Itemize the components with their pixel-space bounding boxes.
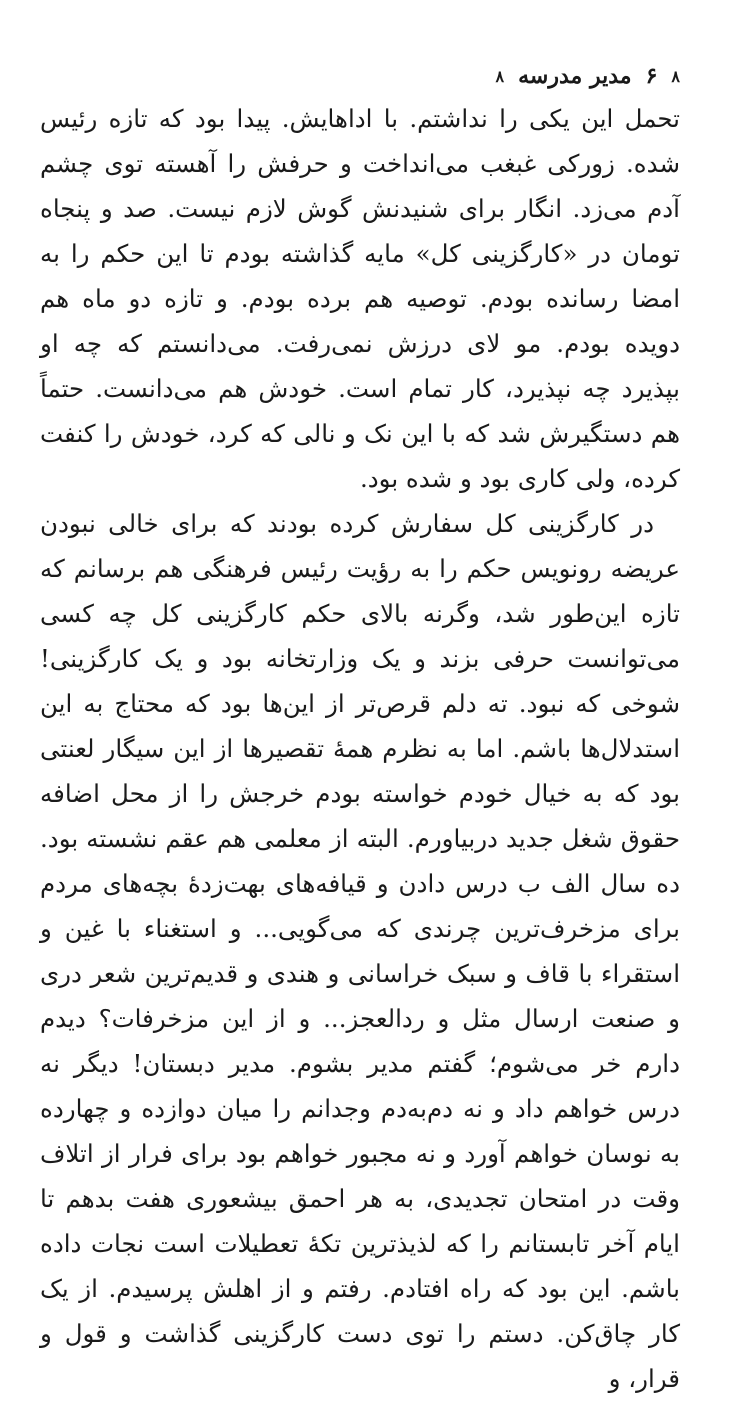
book-title: مدیر مدرسه: [518, 63, 632, 89]
running-header: [62, 60, 680, 92]
paragraph-1: تحمل این یکی را نداشتم. با اداهایش. پیدا بود که تازه رئیس شده. زورکی غبغب می‌انداخت و حرفش را آهسته توی چشم آدم می‌زد. انگار برای شنیدنش گوش لازم نیست. صد و پنجاه تومان در «کارگزینی کل» مایه گذاشته بودم تا این حکم را به امضا رسانده بودم. توصیه هم برده بودم. و تازه دو ماه هم دویده بودم. مو لای درزش نمی‌رفت. می‌دانستم که چه او بپذیرد چه نپذیرد، کار تمام است. خودش هم می‌دانست. حتماً هم دستگیرش شد که با این نک و نالی که کرد، خودش را کنفت کرده، ولی کاری بود و شده بود.: [40, 104, 680, 493]
header-ornament-right: ۸: [671, 66, 680, 86]
body-text: [40, 96, 680, 1401]
page-number: ۶: [645, 63, 658, 89]
header-ornament-left: ۸: [495, 66, 505, 86]
paragraph-2: در کارگزینی کل سفارش کرده بودند که برای خالی نبودن عریضه رونویس حکم را به رؤیت رئیس فرهنگی هم برسانم که تازه این‌طور شد، وگرنه بالای حکم کارگزینی کل چه کسی می‌توانست حرفی بزند و یک وزارتخانه بود و یک کارگزینی! شوخی که نبود. ته دلم قرص‌تر از این‌ها بود که محتاج به این استدلال‌ها باشم. اما به نظرم همهٔ تقصیرها از این سیگار لعنتی بود که به خیال خودم خواسته بودم خرجش را از محل اضافه حقوق شغل جدید دربیاورم. البته از معلمی هم عقم نشسته بود. ده سال الف ب درس دادن و قیافه‌های بهت‌زدهٔ بچه‌های مردم برای مزخرف‌ترین چرندی که می‌گویی... و استغناء با غین و استقراء با قاف و سبک خراسانی و هندی و قدیم‌ترین شعر دری و صنعت ارسال مثل و ردالعجز... و از این مزخرفات؟ دیدم دارم خر می‌شوم؛ گفتم مدیر بشوم. مدیر دبستان! دیگر نه درس خواهم داد و نه دم‌به‌دم وجدانم را میان دوازده و چهارده به نوسان خواهم آورد و نه مجبور خواهم بود برای فرار از اتلاف وقت در امتحان تجدیدی، به هر احمق بیشعوری هفت بدهم تا ایام آخر تابستانم را که لذیذترین تکهٔ تعطیلات است نجات داده باشم. این بود که راه افتادم. رفتم و از اهلش پرسیدم. از یک کار چاق‌کن. دستم را توی دست کارگزینی گذاشت و قول و قرار، و: [40, 509, 680, 1393]
